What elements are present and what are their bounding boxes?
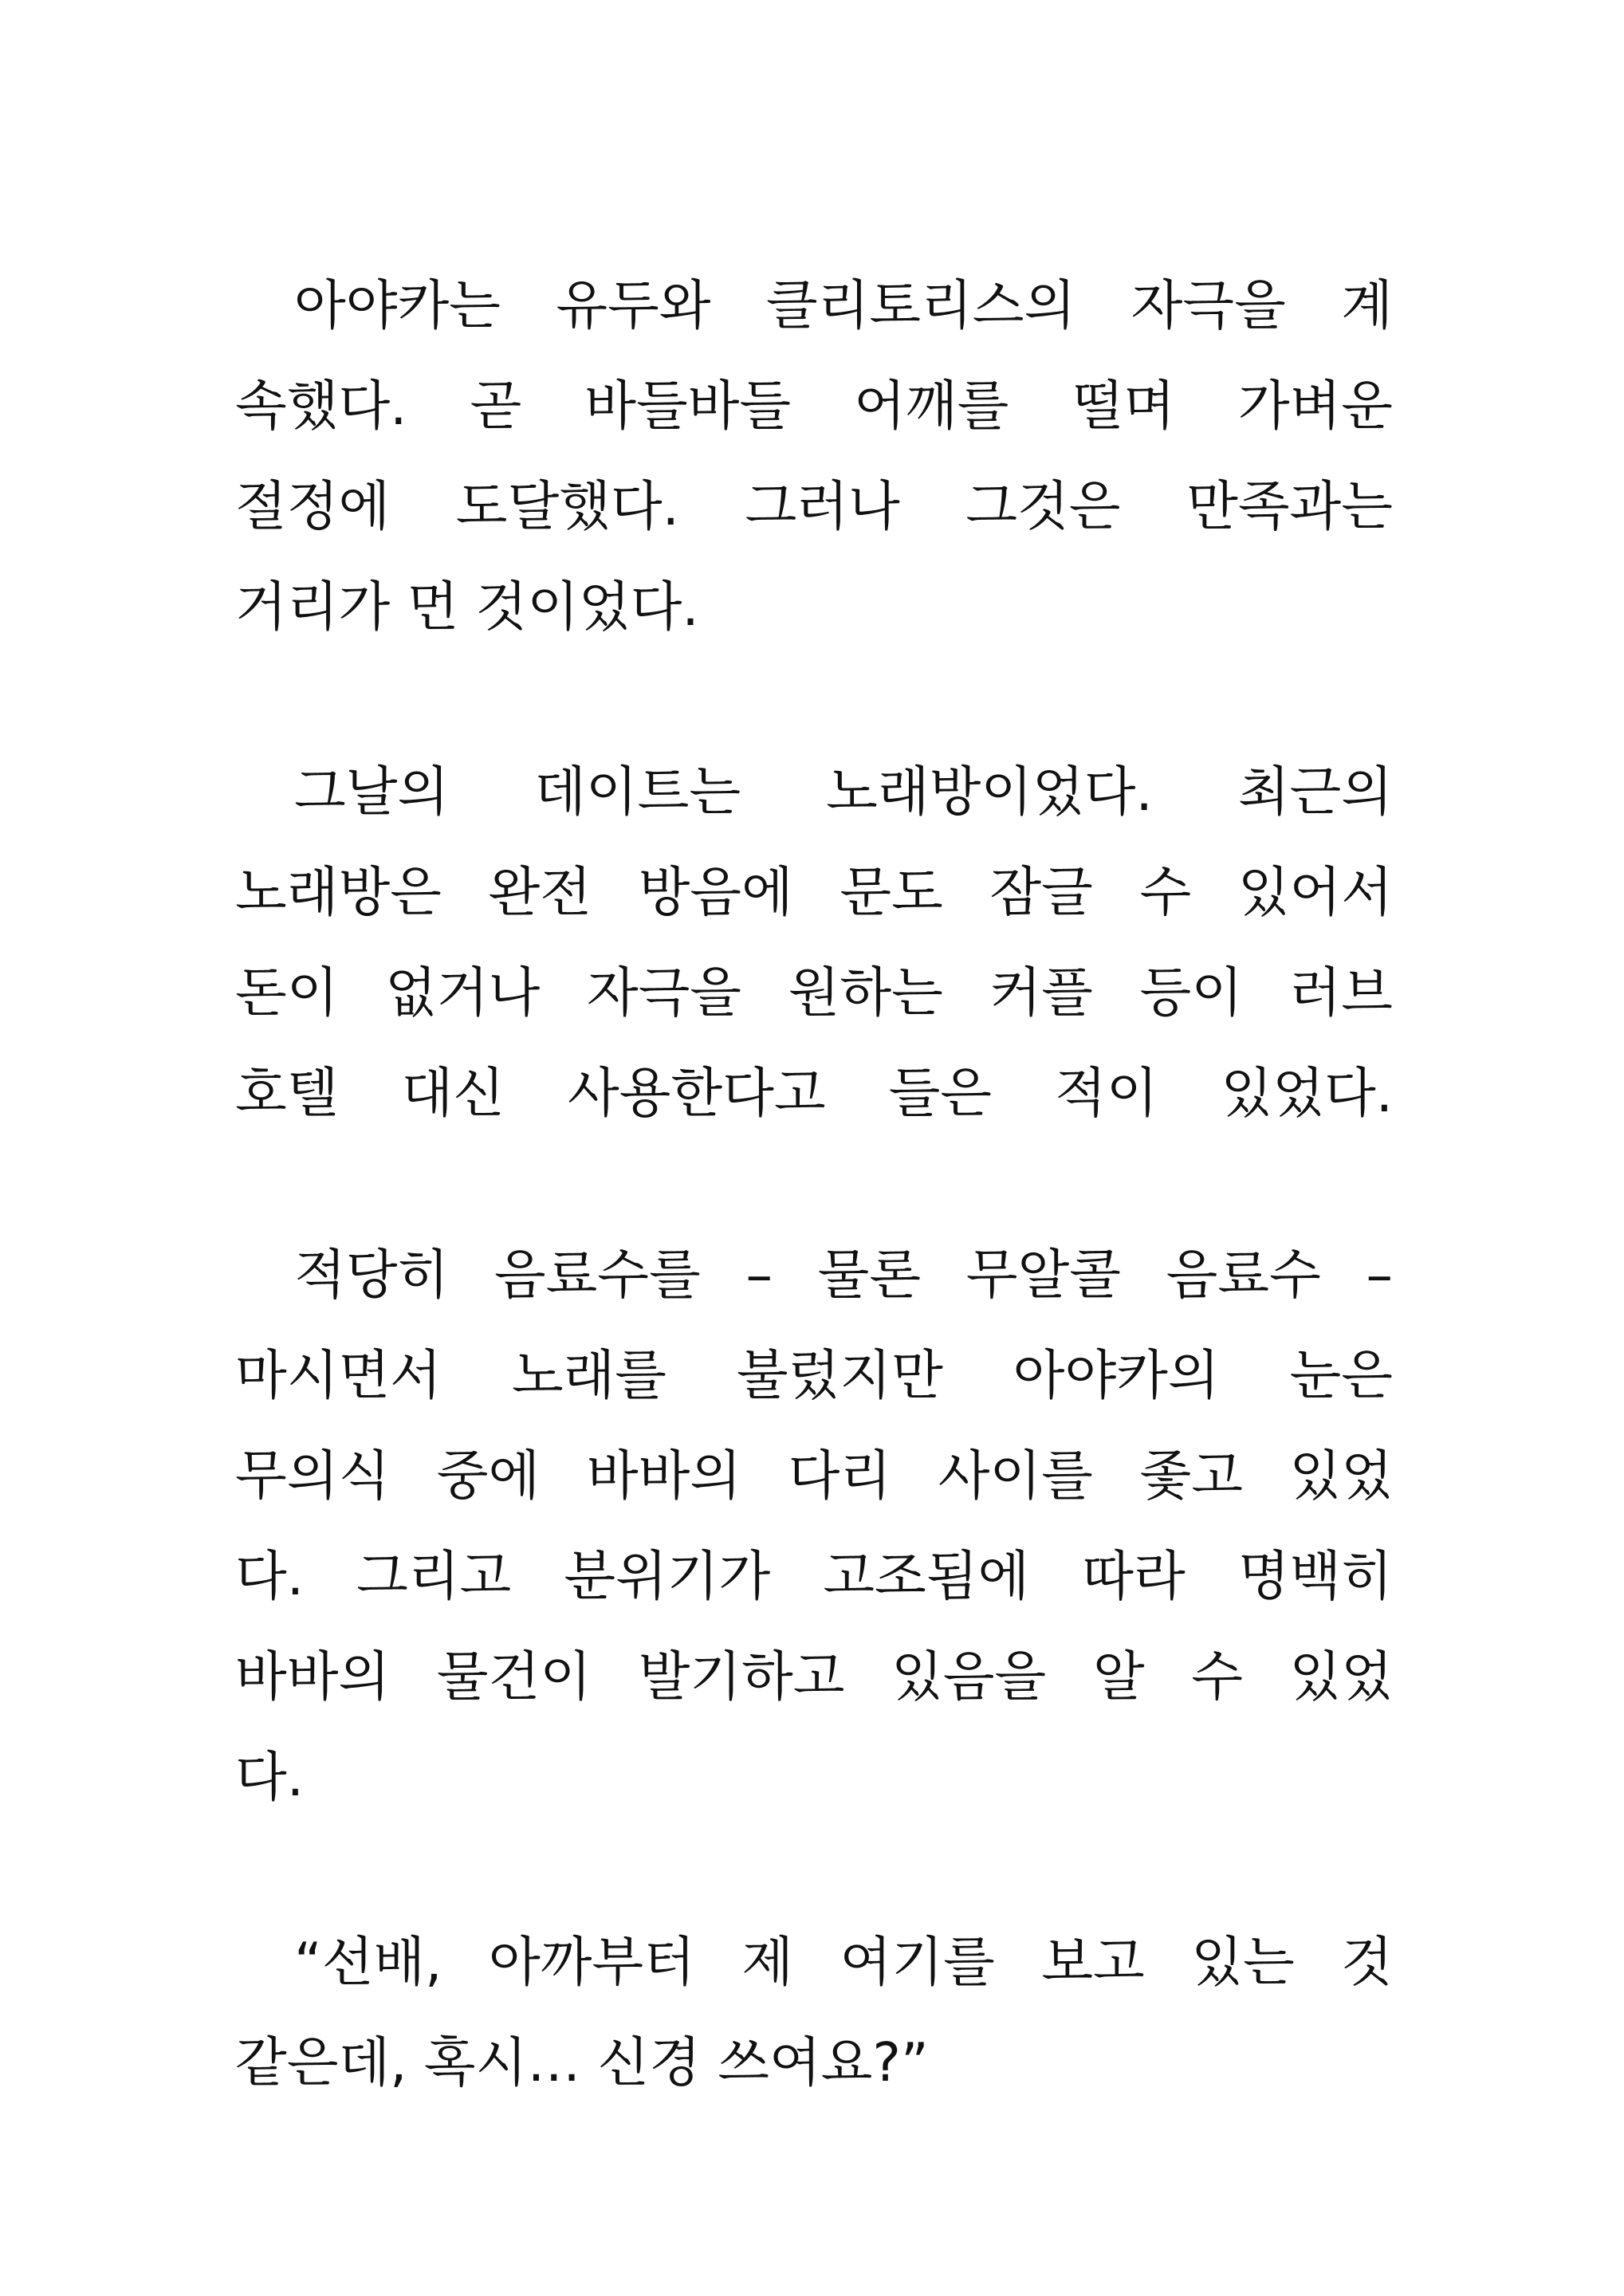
text-line: 다. bbox=[235, 1746, 305, 1808]
text-line: 마시면서 노래를 불렀지만 아야카의 눈은 bbox=[235, 1344, 1393, 1406]
text-line: “선배, 아까부터 제 여기를 보고 있는 것 bbox=[294, 1931, 1393, 1993]
paragraph-2 bbox=[235, 741, 1393, 1143]
paragraph-3 bbox=[235, 1225, 1393, 1827]
text-line: 다. 그리고 분위기가 고조됨에 따라 명백히 bbox=[235, 1545, 1393, 1607]
text-line: 거리가 먼 것이었다. bbox=[235, 576, 699, 638]
text-line: 호텔 대신 사용한다고 들은 적이 있었다. bbox=[235, 1062, 1393, 1124]
paragraph-4 bbox=[235, 1912, 1393, 2113]
text-line: 무의식 중에 바바의 다리 사이를 좇고 있었 bbox=[235, 1445, 1393, 1507]
text-line: 노래방은 완전 방음에 문도 잠글 수 있어서 bbox=[235, 861, 1393, 923]
text-line: 절정에 도달했다. 그러나 그것은 만족과는 bbox=[235, 475, 1393, 537]
text-line: 같은데, 혹시… 신경 쓰여요?” bbox=[235, 2031, 929, 2094]
paragraph-1 bbox=[235, 255, 1393, 657]
text-line: 아야카는 유두와 클리토리스의 자극을 계 bbox=[294, 274, 1393, 336]
text-line: 그날의 데이트는 노래방이었다. 최근의 bbox=[294, 761, 1393, 823]
text-line: 적당히 음료수를 – 물론 무알콜 음료수 – bbox=[294, 1244, 1393, 1306]
text-line: 바바의 물건이 발기하고 있음을 알 수 있었 bbox=[235, 1645, 1393, 1708]
text-line: 속했다. 곧 바들바들 어깨를 떨며 가벼운 bbox=[235, 375, 1393, 437]
text-line: 돈이 없거나 자극을 원하는 커플 등이 러브 bbox=[235, 961, 1393, 1024]
